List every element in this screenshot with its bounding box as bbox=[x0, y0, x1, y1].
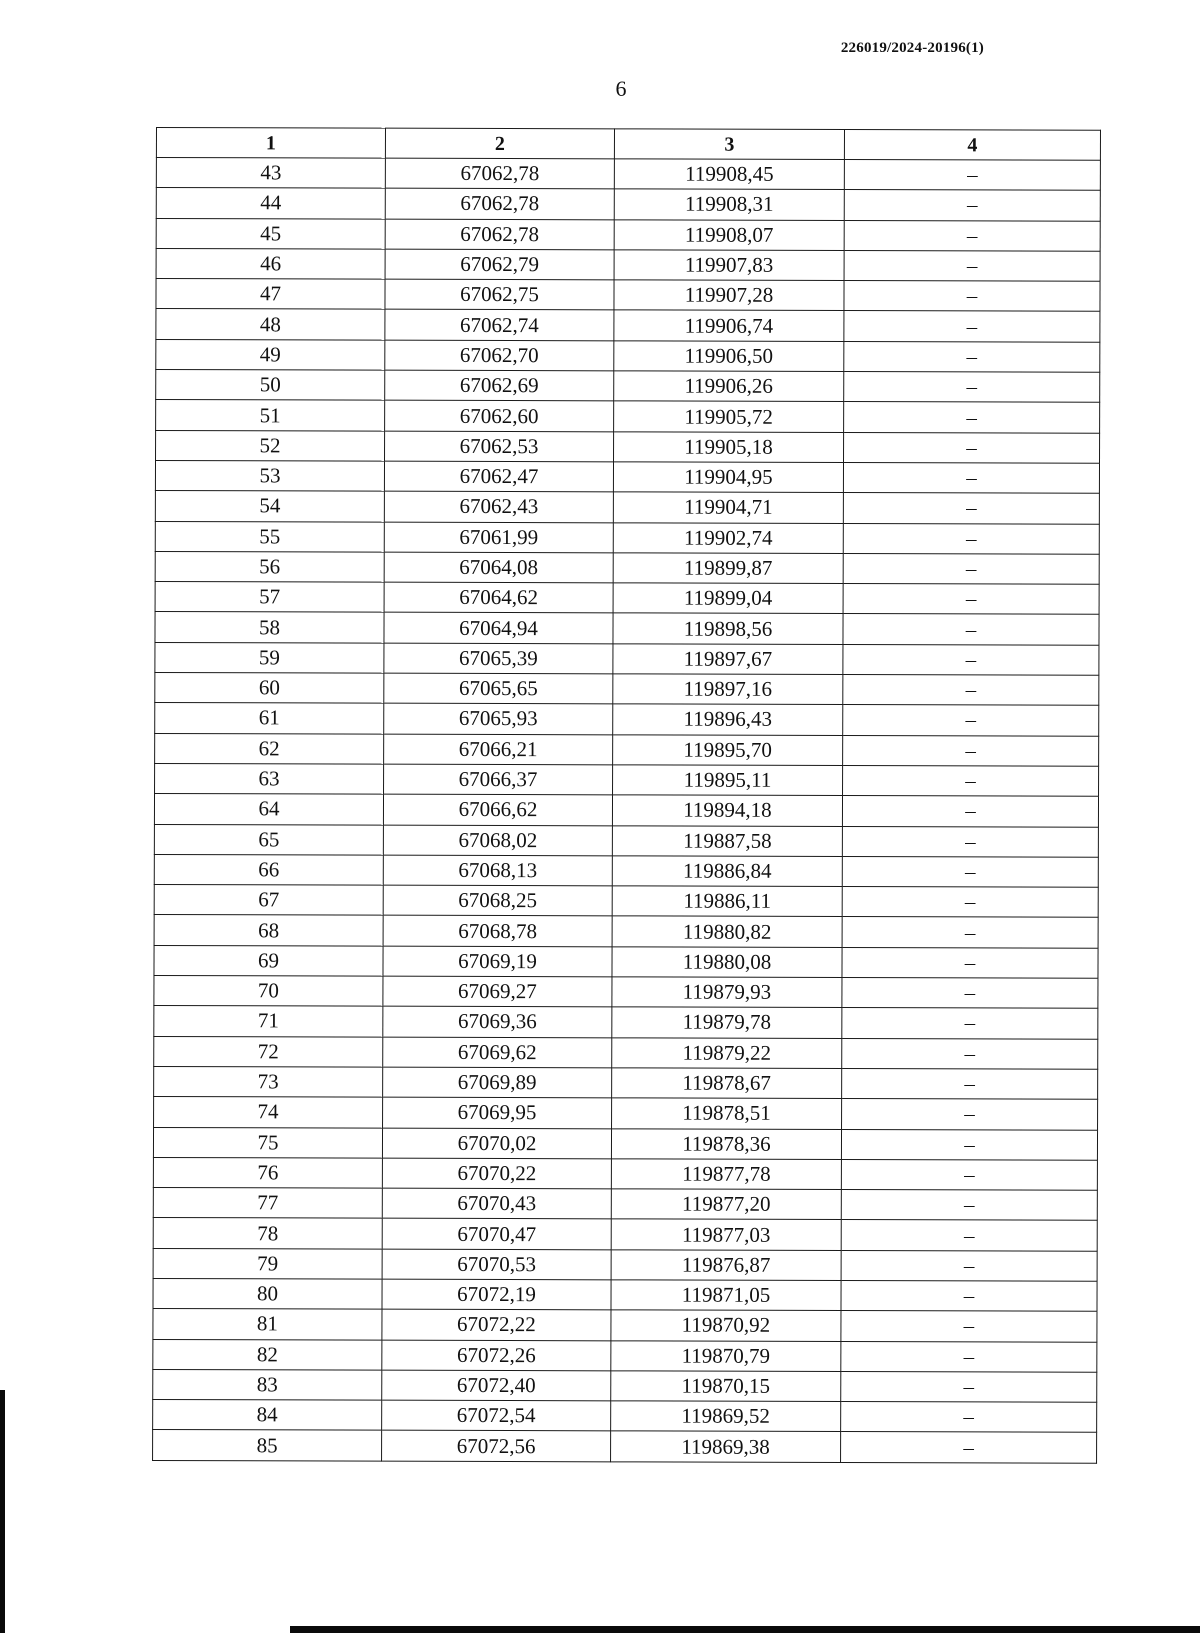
point-number-cell: 60 bbox=[155, 673, 384, 704]
coordinate-x-cell: 67070,02 bbox=[382, 1128, 611, 1159]
point-number-cell: 81 bbox=[153, 1309, 382, 1340]
coordinate-x-cell: 67062,78 bbox=[385, 158, 614, 189]
table-row bbox=[154, 1006, 1098, 1039]
note-cell: – bbox=[842, 826, 1098, 857]
coordinate-y-cell: 119869,52 bbox=[611, 1401, 841, 1432]
point-number-cell: 51 bbox=[156, 400, 385, 431]
coordinate-y-cell: 119895,11 bbox=[613, 765, 843, 796]
coordinate-x-cell: 67065,93 bbox=[384, 704, 613, 735]
column-header-3: 3 bbox=[614, 129, 844, 160]
coordinate-y-cell: 119879,78 bbox=[612, 1007, 842, 1038]
coordinate-x-cell: 67068,13 bbox=[383, 855, 612, 886]
coordinate-y-cell: 119908,31 bbox=[614, 189, 844, 220]
coordinate-x-cell: 67068,78 bbox=[383, 916, 612, 947]
coordinate-y-cell: 119870,79 bbox=[611, 1340, 841, 1371]
point-number-cell: 54 bbox=[155, 491, 384, 522]
note-cell: – bbox=[841, 1281, 1097, 1312]
point-number-cell: 77 bbox=[153, 1188, 382, 1219]
note-cell: – bbox=[843, 463, 1099, 494]
coordinate-x-cell: 67070,53 bbox=[382, 1249, 611, 1280]
coordinate-x-cell: 67069,19 bbox=[383, 946, 612, 977]
table-row bbox=[156, 188, 1100, 221]
table-row bbox=[154, 854, 1098, 887]
table-row bbox=[153, 1400, 1097, 1433]
coordinate-y-cell: 119887,58 bbox=[612, 825, 842, 856]
table-row bbox=[153, 1157, 1097, 1190]
point-number-cell: 83 bbox=[153, 1369, 382, 1400]
column-header-2: 2 bbox=[385, 128, 614, 159]
coordinate-y-cell: 119908,07 bbox=[614, 219, 844, 250]
coordinate-y-cell: 119907,83 bbox=[614, 250, 844, 281]
note-cell: – bbox=[841, 1311, 1097, 1342]
coordinate-x-cell: 67062,47 bbox=[384, 461, 613, 492]
table-row bbox=[154, 1066, 1098, 1099]
point-number-cell: 71 bbox=[154, 1006, 383, 1037]
point-number-cell: 69 bbox=[154, 945, 383, 976]
coordinate-y-cell: 119905,72 bbox=[614, 401, 844, 432]
coordinate-x-cell: 67066,37 bbox=[384, 764, 613, 795]
point-number-cell: 80 bbox=[153, 1278, 382, 1309]
note-cell: – bbox=[842, 1099, 1098, 1130]
point-number-cell: 68 bbox=[154, 915, 383, 946]
note-cell: – bbox=[842, 856, 1098, 887]
note-cell: – bbox=[841, 1402, 1097, 1433]
point-number-cell: 73 bbox=[154, 1066, 383, 1097]
coordinate-x-cell: 67062,53 bbox=[385, 431, 614, 462]
table-row bbox=[155, 612, 1099, 645]
point-number-cell: 75 bbox=[153, 1127, 382, 1158]
coordinate-y-cell: 119907,28 bbox=[614, 280, 844, 311]
point-number-cell: 55 bbox=[155, 521, 384, 552]
coordinate-x-cell: 67069,62 bbox=[383, 1037, 612, 1068]
table-row bbox=[155, 763, 1099, 796]
note-cell: – bbox=[841, 1220, 1097, 1251]
coordinate-x-cell: 67070,47 bbox=[382, 1219, 611, 1250]
table-row bbox=[155, 491, 1099, 524]
coordinate-x-cell: 67069,89 bbox=[383, 1067, 612, 1098]
note-cell: – bbox=[841, 1371, 1097, 1402]
column-header-1: 1 bbox=[156, 128, 385, 159]
column-header-4: 4 bbox=[844, 130, 1100, 161]
point-number-cell: 49 bbox=[156, 339, 385, 370]
point-number-cell: 72 bbox=[154, 1036, 383, 1067]
table-row bbox=[155, 703, 1099, 736]
table-row bbox=[153, 1339, 1097, 1372]
note-cell: – bbox=[843, 705, 1099, 736]
coordinate-x-cell: 67066,62 bbox=[383, 794, 612, 825]
coordinate-x-cell: 67065,65 bbox=[384, 673, 613, 704]
coordinate-x-cell: 67072,40 bbox=[382, 1370, 611, 1401]
coordinate-y-cell: 119899,87 bbox=[613, 553, 843, 584]
coordinate-y-cell: 119886,84 bbox=[612, 856, 842, 887]
note-cell: – bbox=[842, 1038, 1098, 1069]
table-row bbox=[153, 1278, 1097, 1311]
coordinate-y-cell: 119908,45 bbox=[614, 159, 844, 190]
note-cell: – bbox=[844, 372, 1100, 403]
point-number-cell: 78 bbox=[153, 1218, 382, 1249]
note-cell: – bbox=[842, 796, 1098, 827]
coordinate-x-cell: 67072,22 bbox=[382, 1309, 611, 1340]
note-cell: – bbox=[842, 1068, 1098, 1099]
table-row bbox=[156, 400, 1100, 433]
coordinate-y-cell: 119880,08 bbox=[612, 947, 842, 978]
point-number-cell: 48 bbox=[156, 309, 385, 340]
coordinate-y-cell: 119870,92 bbox=[611, 1310, 841, 1341]
table-row bbox=[155, 582, 1099, 615]
table-row bbox=[155, 551, 1099, 584]
point-number-cell: 46 bbox=[156, 248, 385, 279]
table-row bbox=[155, 673, 1099, 706]
table-row bbox=[156, 370, 1100, 403]
note-cell: – bbox=[842, 1008, 1098, 1039]
note-cell: – bbox=[841, 1190, 1097, 1221]
coordinate-y-cell: 119879,22 bbox=[612, 1037, 842, 1068]
coordinate-y-cell: 119894,18 bbox=[612, 795, 842, 826]
point-number-cell: 67 bbox=[154, 885, 383, 916]
point-number-cell: 65 bbox=[154, 824, 383, 855]
scan-edge-left bbox=[0, 1390, 5, 1633]
table-row bbox=[156, 339, 1100, 372]
table-row bbox=[156, 218, 1100, 251]
document-number: 226019/2024-20196(1) bbox=[840, 40, 984, 56]
table-row bbox=[153, 1127, 1097, 1160]
point-number-cell: 45 bbox=[156, 218, 385, 249]
coordinate-x-cell: 67068,25 bbox=[383, 885, 612, 916]
note-cell: – bbox=[843, 493, 1099, 524]
note-cell: – bbox=[841, 1129, 1097, 1160]
table-row bbox=[153, 1188, 1097, 1221]
note-cell: – bbox=[841, 1159, 1097, 1190]
page-number: 6 bbox=[615, 76, 627, 101]
note-cell: – bbox=[842, 887, 1098, 918]
table-row bbox=[155, 521, 1099, 554]
note-cell: – bbox=[843, 584, 1099, 615]
point-number-cell: 63 bbox=[155, 763, 384, 794]
coordinate-x-cell: 67062,70 bbox=[385, 340, 614, 371]
point-number-cell: 59 bbox=[155, 642, 384, 673]
note-cell: – bbox=[841, 1250, 1097, 1281]
coordinate-x-cell: 67072,56 bbox=[382, 1431, 611, 1462]
point-number-cell: 56 bbox=[155, 551, 384, 582]
coordinate-x-cell: 67062,79 bbox=[385, 249, 614, 280]
coordinate-x-cell: 67072,26 bbox=[382, 1340, 611, 1371]
coordinate-x-cell: 67062,78 bbox=[385, 188, 614, 219]
coordinate-x-cell: 67064,62 bbox=[384, 582, 613, 613]
coordinate-x-cell: 67070,22 bbox=[382, 1158, 611, 1189]
coordinate-x-cell: 67064,08 bbox=[384, 552, 613, 583]
coordinate-x-cell: 67061,99 bbox=[384, 522, 613, 553]
coordinate-y-cell: 119899,04 bbox=[613, 583, 843, 614]
coordinate-y-cell: 119878,51 bbox=[612, 1098, 842, 1129]
point-number-cell: 76 bbox=[153, 1157, 382, 1188]
coordinate-y-cell: 119871,05 bbox=[611, 1280, 841, 1311]
note-cell: – bbox=[844, 190, 1100, 221]
table-row bbox=[156, 309, 1100, 342]
table-row bbox=[154, 1036, 1098, 1069]
coordinate-y-cell: 119878,67 bbox=[612, 1068, 842, 1099]
coordinate-y-cell: 119897,67 bbox=[613, 644, 843, 675]
table-row bbox=[156, 279, 1100, 312]
coordinate-y-cell: 119879,93 bbox=[612, 977, 842, 1008]
table-row bbox=[154, 976, 1098, 1009]
coordinate-y-cell: 119906,26 bbox=[614, 371, 844, 402]
table-row bbox=[154, 885, 1098, 918]
coordinate-y-cell: 119869,38 bbox=[611, 1431, 841, 1462]
point-number-cell: 66 bbox=[154, 854, 383, 885]
coordinates-table bbox=[152, 127, 1101, 1464]
point-number-cell: 70 bbox=[154, 976, 383, 1007]
coordinate-y-cell: 119876,87 bbox=[611, 1250, 841, 1281]
table-row bbox=[153, 1248, 1097, 1281]
point-number-cell: 74 bbox=[154, 1097, 383, 1128]
point-number-cell: 82 bbox=[153, 1339, 382, 1370]
note-cell: – bbox=[843, 644, 1099, 675]
coordinate-y-cell: 119870,15 bbox=[611, 1371, 841, 1402]
note-cell: – bbox=[843, 735, 1099, 766]
note-cell: – bbox=[841, 1432, 1097, 1463]
coordinate-y-cell: 119905,18 bbox=[614, 432, 844, 463]
table-body bbox=[153, 158, 1101, 1464]
note-cell: – bbox=[844, 341, 1100, 372]
note-cell: – bbox=[844, 160, 1100, 191]
point-number-cell: 79 bbox=[153, 1248, 382, 1279]
coordinate-x-cell: 67068,02 bbox=[383, 825, 612, 856]
coordinate-x-cell: 67062,43 bbox=[384, 491, 613, 522]
coordinate-x-cell: 67066,21 bbox=[384, 734, 613, 765]
coordinate-y-cell: 119877,03 bbox=[611, 1219, 841, 1250]
table-row bbox=[154, 794, 1098, 827]
point-number-cell: 61 bbox=[155, 703, 384, 734]
coordinate-y-cell: 119906,50 bbox=[614, 341, 844, 372]
coordinate-y-cell: 119886,11 bbox=[612, 886, 842, 917]
table-row bbox=[156, 248, 1100, 281]
scan-edge-bottom bbox=[290, 1626, 1200, 1633]
note-cell: – bbox=[842, 978, 1098, 1009]
point-number-cell: 64 bbox=[154, 794, 383, 825]
note-cell: – bbox=[844, 220, 1100, 251]
point-number-cell: 44 bbox=[156, 188, 385, 219]
coordinate-x-cell: 67070,43 bbox=[382, 1188, 611, 1219]
point-number-cell: 85 bbox=[153, 1430, 382, 1461]
coordinate-x-cell: 67064,94 bbox=[384, 613, 613, 644]
coordinate-x-cell: 67072,54 bbox=[382, 1400, 611, 1431]
point-number-cell: 57 bbox=[155, 582, 384, 613]
note-cell: – bbox=[841, 1341, 1097, 1372]
point-number-cell: 50 bbox=[156, 370, 385, 401]
coordinate-y-cell: 119895,70 bbox=[613, 734, 843, 765]
coordinate-y-cell: 119898,56 bbox=[613, 613, 843, 644]
coordinate-x-cell: 67065,39 bbox=[384, 643, 613, 674]
table-row bbox=[153, 1369, 1097, 1402]
coordinate-y-cell: 119877,78 bbox=[611, 1159, 841, 1190]
note-cell: – bbox=[843, 614, 1099, 645]
point-number-cell: 53 bbox=[155, 460, 384, 491]
coordinate-y-cell: 119906,74 bbox=[614, 310, 844, 341]
table-header-row bbox=[156, 128, 1100, 161]
point-number-cell: 47 bbox=[156, 279, 385, 310]
table-row bbox=[154, 945, 1098, 978]
note-cell: – bbox=[842, 917, 1098, 948]
coordinate-y-cell: 119904,71 bbox=[613, 492, 843, 523]
note-cell: – bbox=[843, 523, 1099, 554]
table-row bbox=[153, 1309, 1097, 1342]
coordinate-y-cell: 119877,20 bbox=[611, 1189, 841, 1220]
coordinate-y-cell: 119897,16 bbox=[613, 674, 843, 705]
table-row bbox=[154, 824, 1098, 857]
coordinate-x-cell: 67062,75 bbox=[385, 279, 614, 310]
coordinate-y-cell: 119896,43 bbox=[613, 704, 843, 735]
note-cell: – bbox=[843, 553, 1099, 584]
note-cell: – bbox=[844, 432, 1100, 463]
coordinate-y-cell: 119878,36 bbox=[611, 1128, 841, 1159]
point-number-cell: 62 bbox=[155, 733, 384, 764]
coordinate-x-cell: 67062,74 bbox=[385, 310, 614, 341]
coordinate-y-cell: 119904,95 bbox=[613, 462, 843, 493]
point-number-cell: 52 bbox=[156, 430, 385, 461]
table-row bbox=[154, 915, 1098, 948]
point-number-cell: 58 bbox=[155, 612, 384, 643]
table-row bbox=[155, 460, 1099, 493]
coordinate-x-cell: 67062,78 bbox=[385, 219, 614, 250]
note-cell: – bbox=[844, 311, 1100, 342]
note-cell: – bbox=[843, 765, 1099, 796]
coordinate-x-cell: 67069,95 bbox=[383, 1097, 612, 1128]
coordinate-x-cell: 67069,36 bbox=[383, 1006, 612, 1037]
coordinate-x-cell: 67062,60 bbox=[385, 401, 614, 432]
table-row bbox=[153, 1218, 1097, 1251]
note-cell: – bbox=[842, 947, 1098, 978]
coordinate-x-cell: 67069,27 bbox=[383, 976, 612, 1007]
coordinate-y-cell: 119880,82 bbox=[612, 916, 842, 947]
table-row bbox=[154, 1097, 1098, 1130]
note-cell: – bbox=[844, 402, 1100, 433]
table-row bbox=[153, 1430, 1097, 1463]
note-cell: – bbox=[844, 250, 1100, 281]
point-number-cell: 43 bbox=[156, 158, 385, 189]
table-row bbox=[155, 642, 1099, 675]
coordinate-y-cell: 119902,74 bbox=[613, 522, 843, 553]
point-number-cell: 84 bbox=[153, 1400, 382, 1431]
coordinate-x-cell: 67072,19 bbox=[382, 1279, 611, 1310]
table-row bbox=[156, 158, 1100, 191]
note-cell: – bbox=[843, 675, 1099, 706]
note-cell: – bbox=[844, 281, 1100, 312]
table-row bbox=[155, 733, 1099, 766]
coordinate-x-cell: 67062,69 bbox=[385, 370, 614, 401]
table-row bbox=[156, 430, 1100, 463]
